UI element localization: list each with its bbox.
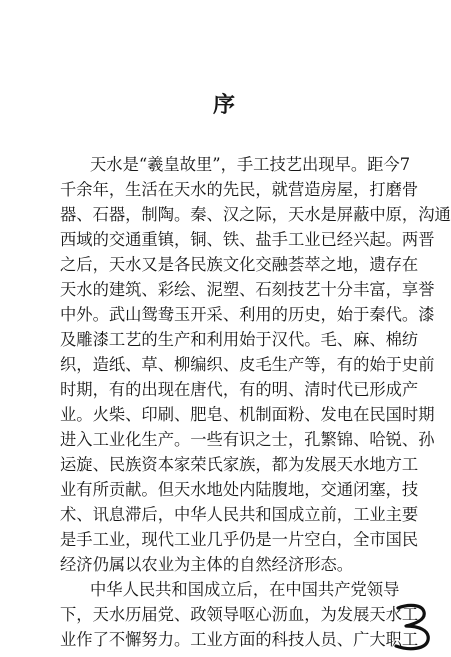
text-line: 千余年，生活在天水的先民，就营造房屋，打磨骨 [60,180,419,199]
text-line: 业有所贡献。但天水地处内陆腹地，交通闭塞，技 [60,480,419,499]
text-line: 是手工业，现代工业几乎仍是一片空白，全市国民 [60,530,419,549]
text-line: 中华人民共和国成立后，在中国共产党领导 [90,580,400,599]
text-line: 织，造纸、草、柳编织、皮毛生产等，有的始于史前 [60,355,435,374]
text-line: 西域的交通重镇，铜、铁、盐手工业已经兴起。两晋 [60,230,435,249]
page-title: 序 [212,93,237,118]
handwritten-three-mark [388,600,436,652]
text-line: 之后，天水又是各民族文化交融荟萃之地，遗存在 [60,255,419,274]
text-line: 经济仍属以农业为主体的自然经济形态。 [60,555,354,574]
text-line: 天水的建筑、彩绘、泥塑、石刻技艺十分丰富，享誉 [60,280,435,299]
text-line: 天水是“羲皇故里”，手工技艺出现早。距今7 [90,155,411,174]
text-line: 业。火柴、印刷、肥皂、机制面粉、发电在民国时期 [60,405,435,424]
text-line: 及雕漆工艺的生产和利用始于汉代。毛、麻、棉纺 [60,330,419,349]
text-line: 术、讯息滞后，中华人民共和国成立前，工业主要 [60,505,419,524]
text-line: 器、石器，制陶。秦、汉之际，天水是屏蔽中原，沟通 [60,205,451,224]
text-line: 下，天水历届党、政领导呕心沥血，为发展天水工 [60,605,419,624]
text-line: 进入工业化生产。一些有识之士，孔繁锦、哈锐、孙 [60,430,435,449]
text-line: 时期，有的出现在唐代，有的明、清时代已形成产 [60,380,419,399]
text-line: 业作了不懈努力。工业方面的科技人员、广大职工 [60,630,419,649]
handwritten-page-number [388,600,436,652]
text-line: 中外。武山鸳鸯玉开采、利用的历史，始于秦代。漆 [60,305,435,324]
text-line: 运旋、民族资本家荣氏家族，都为发展天水地方工 [60,455,419,474]
